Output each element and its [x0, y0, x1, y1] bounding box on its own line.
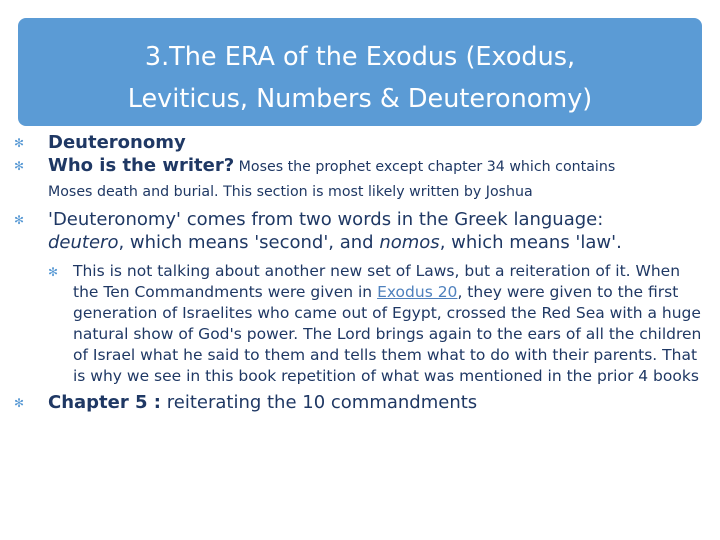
slide-title — [18, 36, 702, 120]
sub-bullet-reiteration — [12, 261, 706, 387]
bullet-deuteronomy — [12, 131, 706, 154]
item-text: This is not talking about another new set of Laws, but a reiteration of it. When the Ten Commandments were given in — [73, 262, 681, 301]
item-text: Deuteronomy — [48, 132, 186, 153]
greek-word-nomos: nomos — [379, 232, 440, 253]
item-label: Chapter 5 : — [48, 392, 162, 413]
exodus-20-link[interactable]: Exodus 20 — [377, 283, 458, 301]
bullet-chapter-5 — [12, 391, 706, 414]
bullet-greek-origin — [12, 208, 706, 254]
item-text: Moses the prophet except chapter 34 which contains — [234, 159, 616, 175]
item-label: Who is the writer? — [48, 155, 235, 176]
bullet-writer — [12, 154, 706, 204]
bullet-icon: ✻ — [14, 213, 25, 227]
item-text-continued: , they were given to the first generation of Israelites who came out of Egypt, crossed the Red Sea with a huge natural show of God's power. The Lord brings again to the ears of all the children of Israel what he said to them and tells them what to do with their parents. That is why we see in this book repetition of what was mentioned in the prior 4 books — [73, 283, 702, 385]
greek-word-deutero: deutero — [48, 232, 119, 253]
title-line-1: 3.The ERA of the Exodus (Exodus, — [144, 42, 576, 72]
title-banner — [18, 18, 702, 126]
item-text: , which means 'law'. — [439, 232, 622, 253]
item-text: reiterating the 10 commandments — [161, 392, 478, 413]
slide-body — [12, 131, 706, 414]
title-line-2: Leviticus, Numbers & Deuteronomy) — [127, 84, 593, 114]
item-text-continued: Moses death and burial. This section is most likely written by Joshua — [48, 184, 533, 200]
item-text: , which means 'second', and — [118, 232, 380, 253]
bullet-icon: ✻ — [14, 159, 25, 173]
bullet-icon: ✻ — [14, 396, 25, 410]
bullet-icon: ✻ — [48, 265, 59, 279]
bullet-icon: ✻ — [14, 136, 25, 150]
item-text: 'Deuteronomy' comes from two words in the Greek language: — [48, 209, 604, 230]
